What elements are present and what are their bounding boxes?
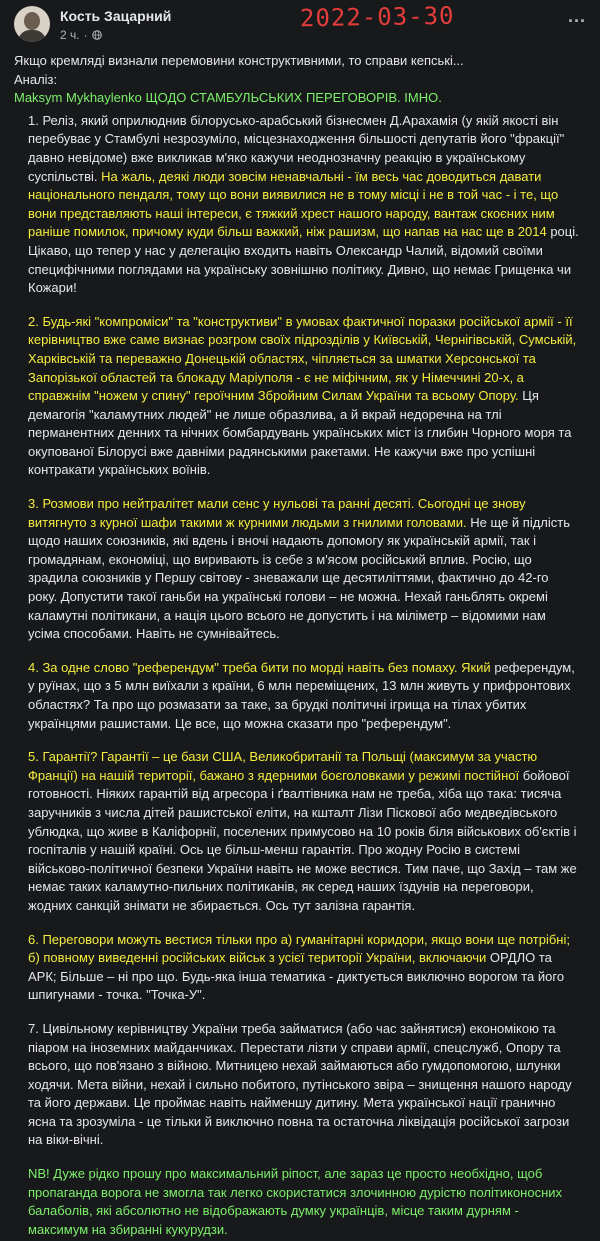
spacer [14,646,586,657]
section-7-text: 7. Цивільному керівництву України треба займатися (або час зайнятися) економікою та піаром на іноземних майданчиках. Перестати лізти у справи армії, спецслужб, Опору та всього, що пов'язано з війною. Митницею нехай займаються або гумдопомогою, шлунки ходячи. Мета війни, нехай і сильно побитого, путінського звіра – знищення нашого народу та його держави. Це проймає навіть найменшу дитину. Мета української нації гранично ясна та зрозуміла - це тільки й виключно повна та остаточна ліквідація російської загрози на віки-вічні. [28,1020,572,1148]
section-4-text: референдум, у руїнах, що з 5 млн виїхали з країни, 6 млн переміщених, 13 млн живуть у прифронтових областях? Та про що розмазати за таке, за брудкі політичні ігрища на тілах убитих українцями рашистами. Це все, що можна сказати про "референдум". [28,659,575,731]
post-intro: Якщо кремляді визнали перемовини конструктивними, то справи кепські... [14,53,464,68]
section-1-text-a: 1. Реліз, який оприлюднив білорусько-арабський бізнесмен Д.Арахамія (у якій якості він перебуває у Стамбулі незрозуміло, місцезнаходження більшості депутатів його "фракції" давно невідоме) вже викликав м'яко кажучи неоднозначну реакцію в українському суспільстві. [28,112,565,184]
section-3-highlight: 3. Розмови про нейтралітет мали сенс у нульові та ранні десяті. Сьогодні це знову витягнуто з курної шафи такими ж курними людьми з гнилими головами. [28,496,526,530]
section-1-highlight: На жаль, деякі люди зовсім ненавчальні - їм весь час доводиться давати національного пендаля, тому що вони виявилися не в тому місці і не в той час - і те, що вони представляють наші інтереси, є тяжкий хрест нашого народу, вантаж скоєних ним раніше помилок, причому куди більш важкий, ніж рашизм, що напав на нас ще в 2014 [28,168,559,240]
post-header [0,0,600,46]
avatar[interactable] [14,6,50,42]
section-6-highlight: 6. Переговори можуть вестися тільки про а) гуманітарні коридори, якщо вони ще потрібні; б) повному виведенні російських військ з усієї території України, включаючи [28,931,570,966]
analysis-label: Аналіз: [14,71,58,87]
section-3-text: Не ще й підлість щодо наших союзників, які вдень і вночі надають допомогу як українській армії, так і громадянам, економіці, що виривають із себе з м'ясом російський вплив. Росію, що зрадила союзників у Першу світову - зневажали ще десятиліттями, фактично до 42-го року. Допустити такої ганьби на українські голови – не можна. Нехай ганьблять окремі каламутні політикани, а нація цього всього не допустить і на міліметр – відомими нам усіма способами. Навіть не сумнівайтесь. [28,514,570,642]
post-meta [60,26,102,45]
byline: Maksym Mykhaylenko ЩОДО СТАМБУЛЬСЬКИХ ПЕРЕГОВОРІВ. ІМНО. [14,90,442,106]
section-1-text-b: році. Цікаво, що тепер у нас у делегацію входить навіть Олександр Чалий, відомий своїми специфічними поглядами на українську зовнішню політику. Дивно, що немає Грищенка чи Кожари! [28,224,579,296]
spacer [14,1152,586,1163]
author-name[interactable]: Кость Зацарний [60,8,172,24]
post-time[interactable]: 2 ч. [60,28,80,42]
avatar-body [18,30,46,42]
section-4-highlight: 4. За одне слово "референдум" треба бити по морді навіть без помаху. Який [28,659,491,675]
section-nb [14,1163,586,1241]
spacer [14,300,586,311]
post-body [0,52,600,1241]
section-2-text: Ця демагогія "каламутних людей" не лише образлива, а й вкрай недоречна на тлі перманентних денних та нічних бомбардувань українських міст із глибин Чорного моря та окупованої Білорусі вже давніми радянськими ракетами. Не кажучи вже про успішні контракати українських воїнів. [28,388,572,478]
section-6 [14,929,586,1007]
avatar-head [24,12,40,30]
section-4 [14,657,586,735]
spacer [14,1007,586,1018]
more-icon[interactable]: ... [567,6,586,26]
handwritten-date-stamp: 2022-03-30 [299,1,455,33]
section-5-highlight: 5. Гарантії? Гарантії – це бази США, Великобританії та Польщі (максимум за участю Франції) на нашій території, бажано з ядерними боєголовками у режимі постійної [28,749,538,783]
section-5 [14,746,586,917]
section-6-text: ОРДЛО та АРК; Більше – ні про що. Будь-яка інша тематика - диктується виключно ворогом та його шпигунами - точка. "Точка-У". [28,950,565,1003]
section-1 [14,110,586,300]
globe-icon [92,30,102,40]
section-2-highlight: 2. Будь-які "компроміси" та "конструктиви" в умовах фактичної поразки російської армії - її керівництво вже саме визнає розгром своїх підрозділів у Київській, Чернігівській, Сумській, Харківській та переважно Донецькій областях, чіпляється за шматки Херсонської та Запорізької областей та блокаду Маріуполя - є не міфічним, як у Німеччині 20-х, а справжнім "ножем у спину" героїчним Збройним Силам України та всьому Опору. [28,313,577,404]
spacer [14,918,586,929]
section-7 [14,1018,586,1152]
section-2 [14,311,586,482]
spacer [14,735,586,746]
spacer [14,482,586,493]
section-3 [14,493,586,646]
section-5-text: бойової готовності. Ніяких гарантій від агресора і ґвалтівника нам не треба, хіба що така: тисяча заручників з числа дітей рашистської еліти, на кшталт Лізи Піскової або медведівського ублюдка, що живе в Каліфорнії, поселених примусово на 10 років біля військових об'єктів і госпіталів у нашій країні. Ось це більш-менш гарантія. Про жодну Росію в системі військово-політичної безпеки України навіть не може вестися. Тим паче, що Захід – там же немає таких каламутно-пильних політиканів, як серед наших їздунів на переговори, жодних санкцій знімати не збирається. Ось тут залізна гарантія. [28,767,577,913]
nb-highlight: NB! Дуже рідко прошу про максимальний ріпост, але зараз це просто необхідно, щоб пропаганда ворога не змогла так легко скористатися злочинною дурістю політиконосних балаболів, які абсолютно не відображають думку українців, місце таким дурням - максимум на збиранні кукурудзи. [28,1166,563,1237]
meta-separator: · [83,28,88,42]
